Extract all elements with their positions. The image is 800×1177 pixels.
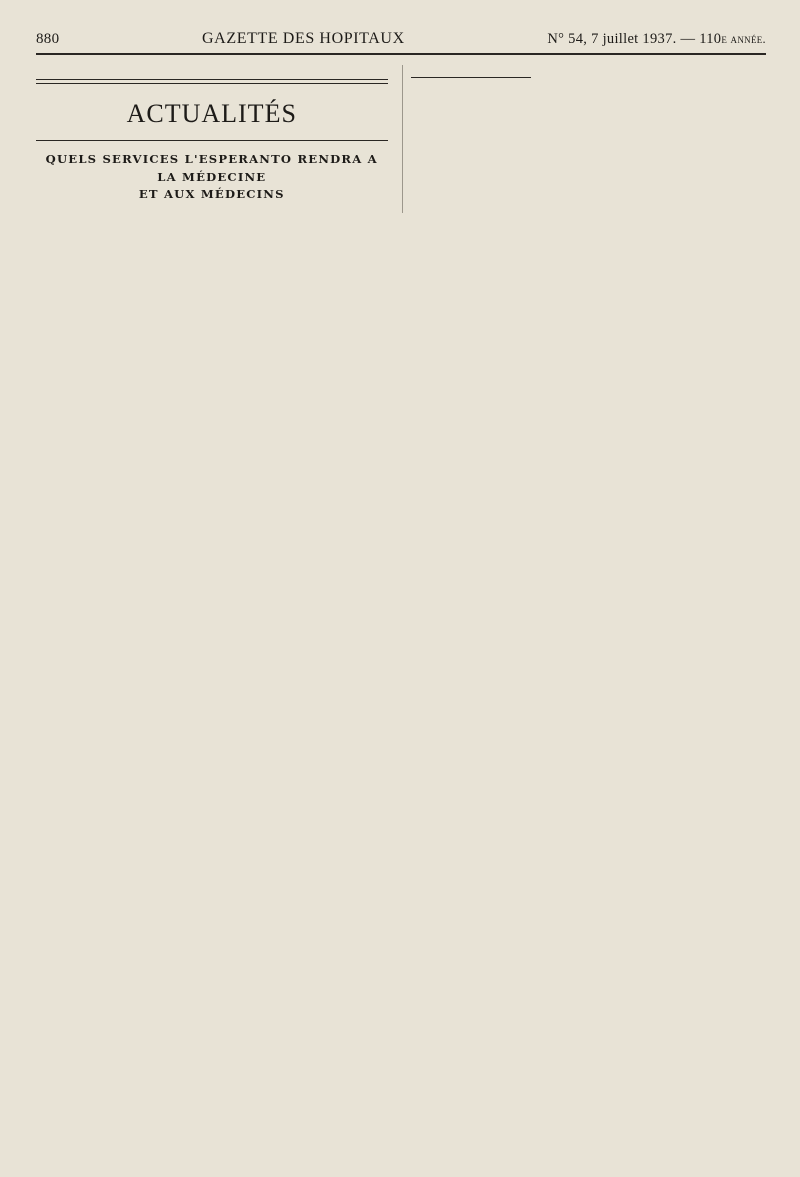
- page-number: 880: [36, 31, 60, 47]
- issue-suffix: e année.: [721, 32, 766, 46]
- section-title: ACTUALITÉS: [126, 99, 297, 128]
- article-title-line-1: QUELS SERVICES L'ESPERANTO RENDRA A LA MÉDECINE: [45, 152, 378, 184]
- section-divider: [36, 79, 388, 84]
- issue-info: [547, 31, 766, 48]
- left-column: [36, 65, 388, 213]
- footnote-rule: [411, 77, 531, 78]
- article-title: [36, 151, 388, 203]
- article-title-line-2: ET AUX MÉDECINS: [138, 186, 285, 201]
- journal-title: GAZETTE DES HOPITAUX: [202, 30, 405, 47]
- page-header: [36, 30, 766, 55]
- title-rule: [36, 140, 388, 141]
- issue-main: N° 54, 7 juillet 1937. — 110: [547, 31, 722, 47]
- right-column: [402, 65, 766, 213]
